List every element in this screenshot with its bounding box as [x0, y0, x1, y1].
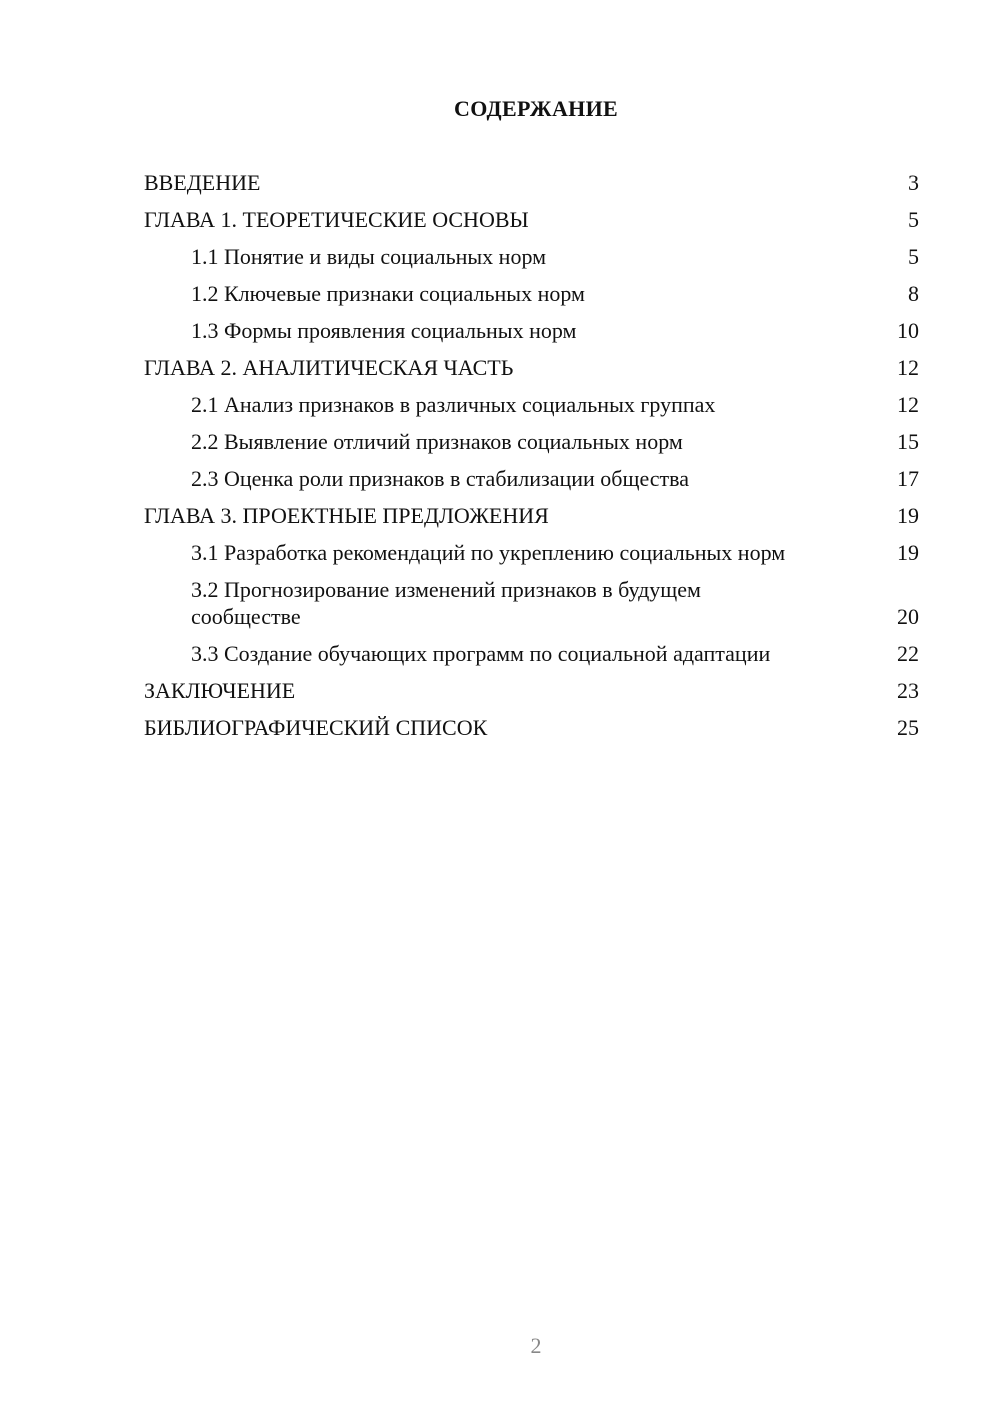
toc-entry-title: 1.3 Формы проявления социальных норм [191, 318, 577, 343]
toc-entry[interactable] [144, 677, 919, 704]
toc-entry[interactable] [144, 502, 919, 529]
table-of-contents [144, 169, 919, 751]
toc-entry-page: 5 [908, 244, 919, 269]
toc-entry-title: ГЛАВА 1. ТЕОРЕТИЧЕСКИЕ ОСНОВЫ [144, 207, 529, 232]
toc-subentry[interactable] [144, 640, 919, 667]
toc-entry-page: 10 [897, 318, 919, 343]
toc-entry-title: 3.1 Разработка рекомендаций по укреплению социальных норм [191, 540, 786, 565]
toc-entry[interactable] [144, 354, 919, 381]
toc-entry[interactable] [144, 714, 919, 741]
toc-entry-page: 12 [897, 392, 919, 417]
toc-entry-title: 2.1 Анализ признаков в различных социальных группах [191, 392, 716, 417]
toc-subentry[interactable] [144, 428, 919, 455]
toc-subentry[interactable] [144, 280, 919, 307]
toc-subentry[interactable] [144, 539, 919, 566]
toc-entry-page: 19 [897, 540, 919, 565]
toc-subentry[interactable] [144, 576, 919, 630]
toc-entry-page: 23 [897, 678, 919, 703]
page-title: СОДЕРЖАНИЕ [454, 96, 618, 121]
toc-entry-page: 22 [897, 641, 919, 666]
toc-entry[interactable] [144, 169, 919, 196]
toc-entry-title: БИБЛИОГРАФИЧЕСКИЙ СПИСОК [144, 715, 488, 740]
toc-entry-page: 15 [897, 429, 919, 454]
toc-entry-page: 19 [897, 503, 919, 528]
toc-subentry[interactable] [144, 243, 919, 270]
toc-entry-title: 2.2 Выявление отличий признаков социальных норм [191, 429, 683, 454]
toc-entry-title: 3.3 Создание обучающих программ по социальной адаптации [191, 641, 771, 666]
toc-entry-title: 3.2 Прогнозирование изменений признаков в будущем сообществе [191, 577, 701, 629]
toc-entry-page: 25 [897, 715, 919, 740]
toc-entry-title: ГЛАВА 2. АНАЛИТИЧЕСКАЯ ЧАСТЬ [144, 355, 514, 380]
toc-entry-title: ЗАКЛЮЧЕНИЕ [144, 678, 296, 703]
page-number: 2 [530, 1333, 542, 1358]
toc-entry-title: 2.3 Оценка роли признаков в стабилизации общества [191, 466, 689, 491]
toc-entry-page: 5 [908, 207, 919, 232]
toc-subentry[interactable] [144, 465, 919, 492]
toc-entry-page: 20 [897, 604, 919, 629]
toc-entry-title: 1.2 Ключевые признаки социальных норм [191, 281, 585, 306]
toc-subentry[interactable] [144, 317, 919, 344]
toc-entry[interactable] [144, 206, 919, 233]
toc-entry-page: 17 [897, 466, 919, 491]
toc-entry-page: 3 [908, 170, 919, 195]
toc-subentry[interactable] [144, 391, 919, 418]
toc-entry-page: 12 [897, 355, 919, 380]
toc-entry-page: 8 [908, 281, 919, 306]
toc-entry-title: ГЛАВА 3. ПРОЕКТНЫЕ ПРЕДЛОЖЕНИЯ [144, 503, 549, 528]
toc-entry-title: 1.1 Понятие и виды социальных норм [191, 244, 547, 269]
toc-entry-title: ВВЕДЕНИЕ [144, 170, 261, 195]
